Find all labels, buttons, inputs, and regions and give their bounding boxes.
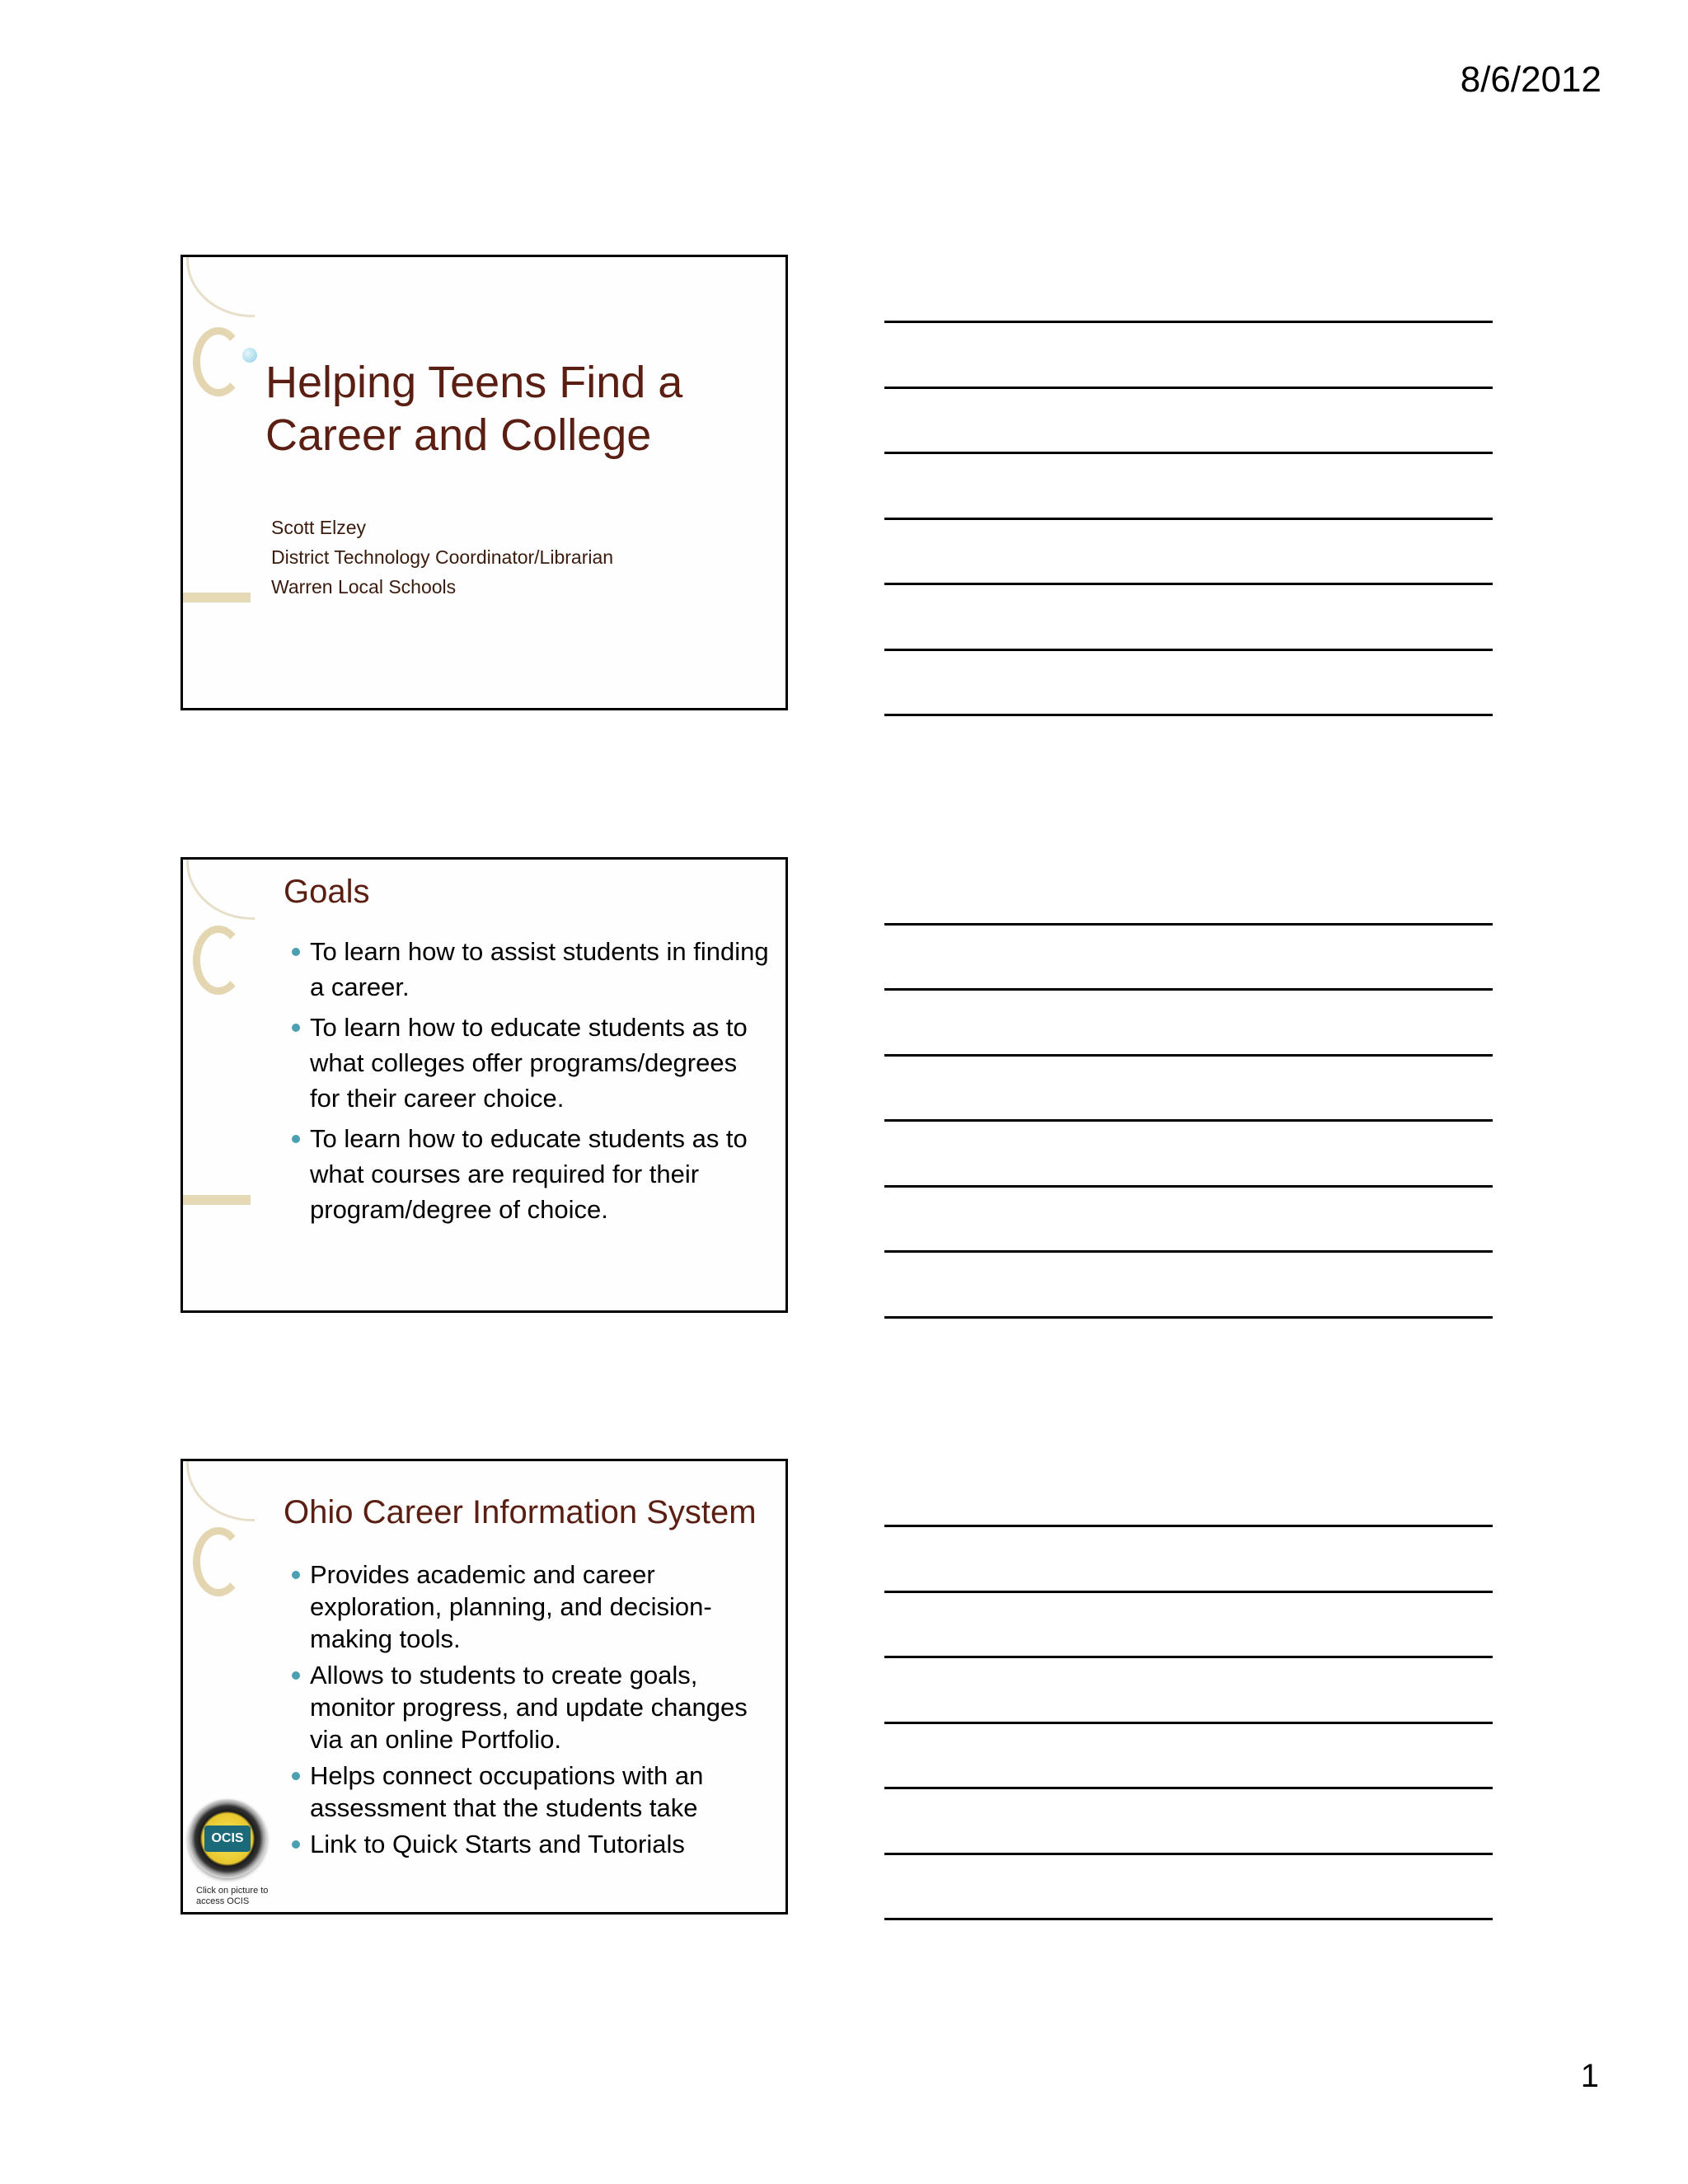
slide-subtitle: [271, 513, 613, 602]
list-item: Helps connect occupations with an assessment that the students take: [292, 1760, 770, 1824]
bullet-list: [292, 934, 770, 1232]
notes-line: [884, 1054, 1493, 1057]
list-item: Provides academic and career exploration, planning, and decision-making tools.: [292, 1558, 770, 1655]
notes-line: [884, 518, 1493, 520]
notes-line: [884, 1853, 1493, 1855]
list-item[interactable]: Link to Quick Starts and Tutorials: [292, 1828, 770, 1860]
ocis-logo[interactable]: [188, 1799, 267, 1878]
notes-line: [884, 988, 1493, 991]
slide-title: Helping Teens Find a Career and College: [265, 358, 683, 460]
bullet-list: [292, 1558, 770, 1864]
slide-title: Ohio Career Information System: [284, 1494, 757, 1530]
notes-line: [884, 321, 1493, 323]
notes-line: [884, 923, 1493, 926]
notes-line: [884, 452, 1493, 454]
notes-line: [884, 1250, 1493, 1253]
presenter-name: Scott Elzey: [271, 517, 367, 538]
notes-line: [884, 1787, 1493, 1789]
slide-decoration: [183, 1195, 251, 1205]
slide-decoration: [186, 257, 255, 317]
presenter-organization: Warren Local Schools: [271, 576, 457, 598]
slide-1: [181, 255, 788, 710]
notes-line: [884, 1185, 1493, 1188]
slide-title: Goals: [284, 874, 370, 910]
slide-decoration: [193, 926, 244, 995]
list-item: To learn how to assist students in finding a career.: [292, 934, 770, 1005]
notes-line: [884, 649, 1493, 651]
page-number: 1: [1580, 2058, 1599, 2094]
ocis-logo-text: OCIS: [204, 1825, 251, 1852]
notes-line: [884, 714, 1493, 716]
slide-decoration: [193, 1527, 244, 1596]
list-item: To learn how to educate students as to what colleges offer programs/degrees for their career choice.: [292, 1010, 770, 1116]
presenter-role: District Technology Coordinator/Librarian: [271, 546, 614, 568]
slide-2: [181, 857, 788, 1313]
notes-line: [884, 1316, 1493, 1319]
notes-line: [884, 1656, 1493, 1658]
slide-3: [181, 1459, 788, 1915]
notes-line: [884, 1119, 1493, 1122]
slide-decoration: [183, 593, 251, 602]
list-item: To learn how to educate students as to what courses are required for their program/degree of choice.: [292, 1121, 770, 1227]
slide-decoration: [186, 860, 255, 920]
logo-caption: Click on picture to access OCIS: [196, 1886, 269, 1906]
slide-decoration: [242, 348, 257, 363]
notes-line: [884, 1918, 1493, 1920]
notes-line: [884, 1722, 1493, 1724]
notes-line: [884, 1591, 1493, 1593]
slide-decoration: [186, 1461, 255, 1521]
notes-line: [884, 1525, 1493, 1527]
slide-decoration: [193, 327, 244, 396]
notes-line: [884, 583, 1493, 585]
list-item: Allows to students to create goals, monitor progress, and update changes via an online Portfolio.: [292, 1659, 770, 1755]
notes-line: [884, 387, 1493, 389]
header-date: 8/6/2012: [1460, 59, 1601, 100]
